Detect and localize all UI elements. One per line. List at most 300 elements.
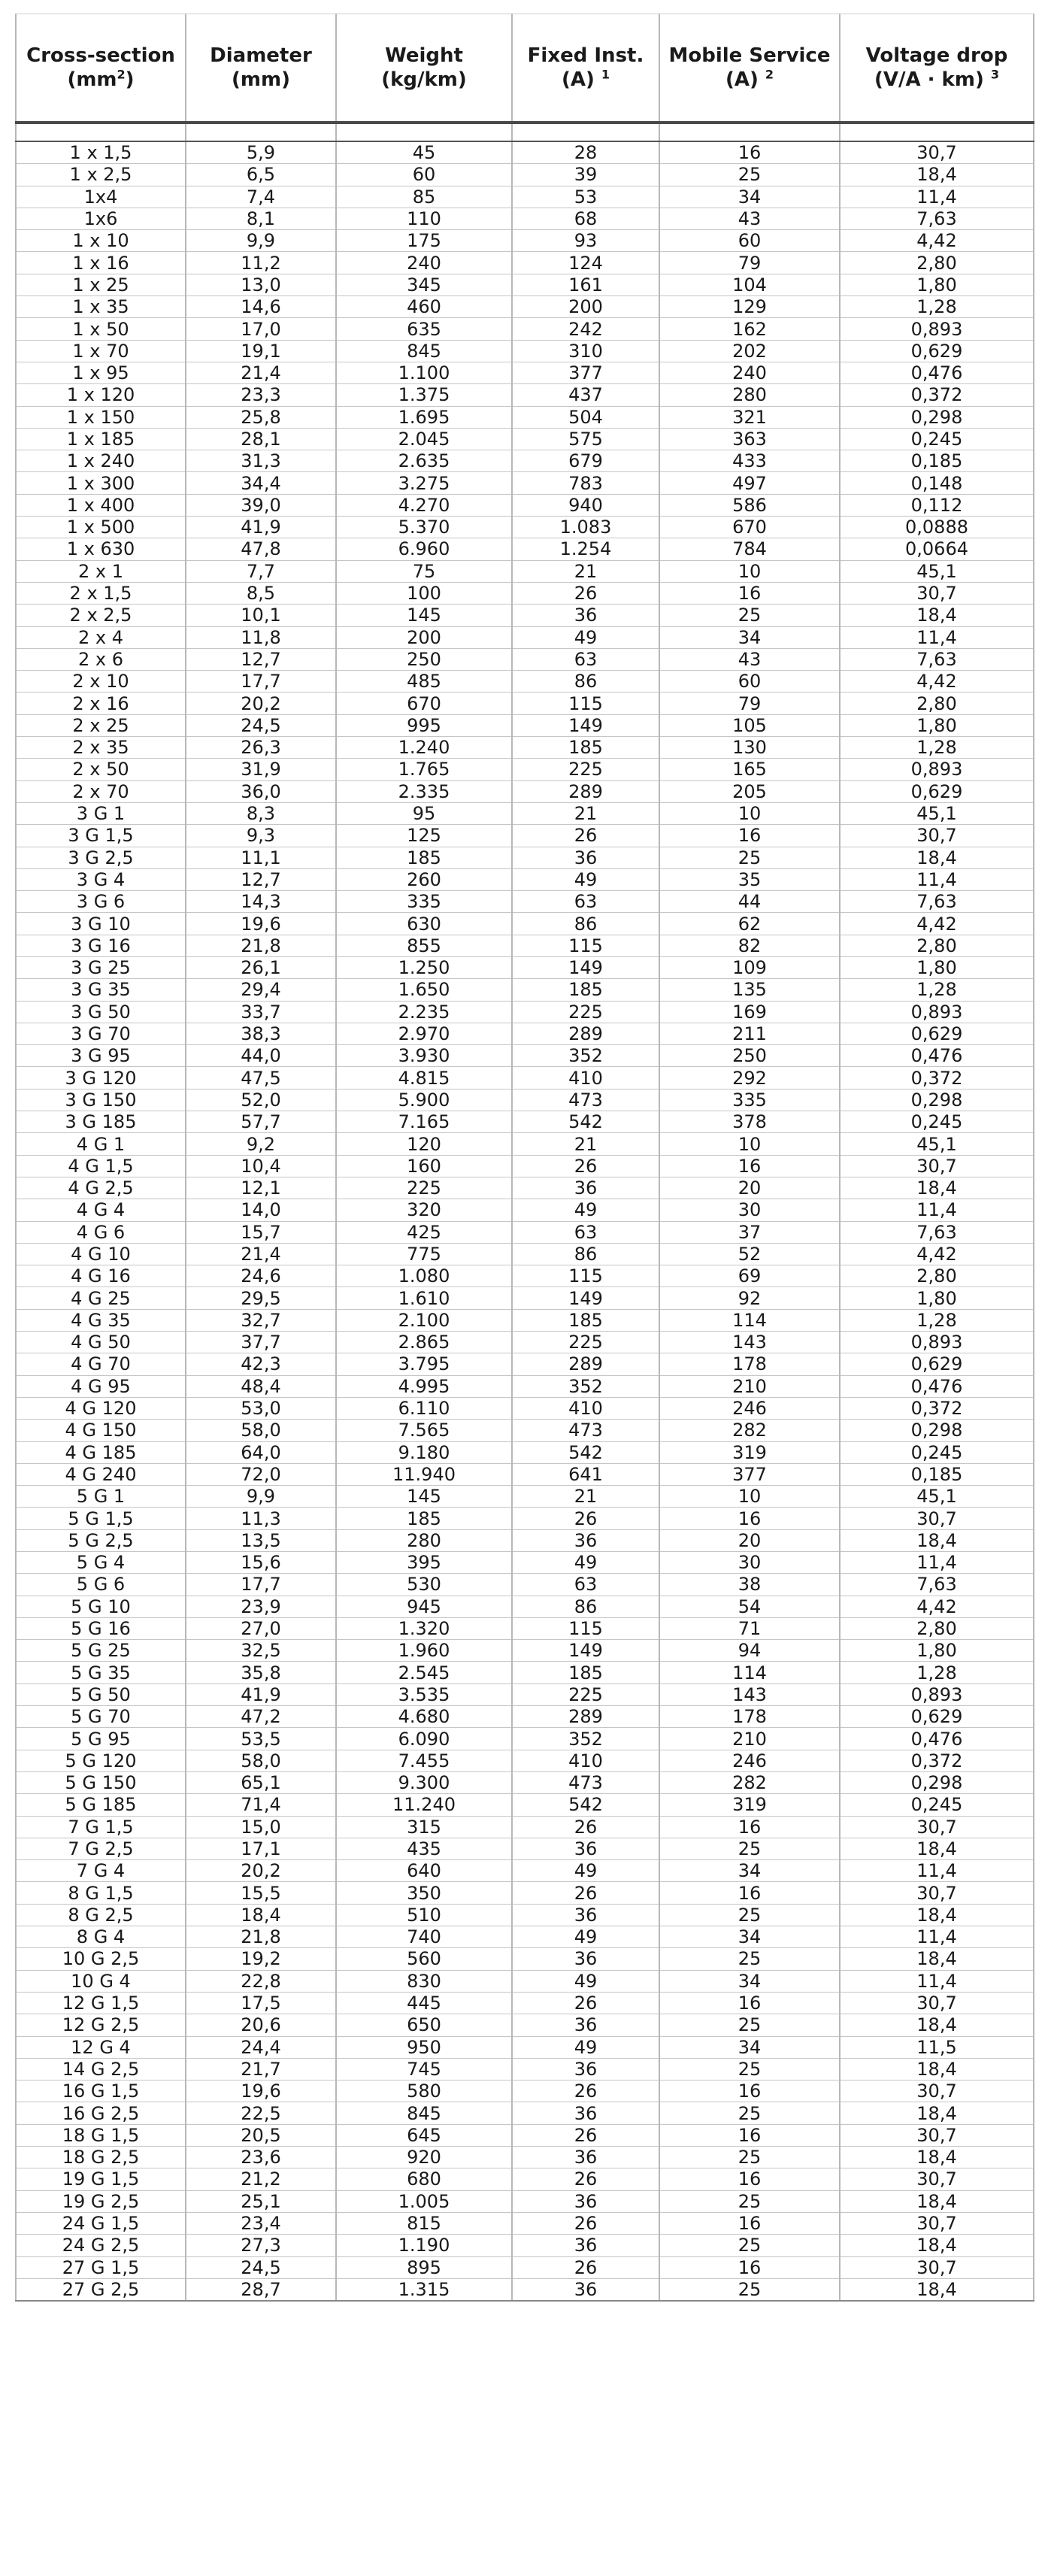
table-row [16, 1177, 1034, 1199]
fixed-inst-cell: 36 [512, 2102, 659, 2124]
fixed-inst-cell: 26 [512, 2080, 659, 2102]
voltage-drop-cell: 0,893 [840, 318, 1034, 340]
diameter-cell: 24,5 [186, 2256, 336, 2278]
cross-section-cell: 2 x 1,5 [16, 582, 186, 604]
mobile-service-cell: 378 [659, 1111, 840, 1133]
header-spacer-row [16, 123, 1034, 141]
cross-section-cell: 4 G 2,5 [16, 1177, 186, 1199]
fixed-inst-cell: 542 [512, 1441, 659, 1463]
weight-cell: 5.370 [336, 517, 512, 538]
voltage-drop-cell: 18,4 [840, 2190, 1034, 2212]
mobile-service-cell: 34 [659, 1970, 840, 1992]
cross-section-cell: 1x4 [16, 186, 186, 208]
mobile-service-cell: 16 [659, 1508, 840, 1529]
weight-cell: 435 [336, 1838, 512, 1859]
mobile-service-cell: 319 [659, 1794, 840, 1816]
cross-section-cell: 1 x 25 [16, 274, 186, 295]
weight-cell: 7.165 [336, 1111, 512, 1133]
fixed-inst-cell: 49 [512, 1970, 659, 1992]
weight-cell: 1.315 [336, 2278, 512, 2301]
fixed-inst-cell: 21 [512, 802, 659, 824]
cross-section-cell: 5 G 185 [16, 1794, 186, 1816]
voltage-drop-cell: 7,63 [840, 891, 1034, 913]
cross-section-cell: 4 G 120 [16, 1397, 186, 1419]
fixed-inst-cell: 26 [512, 2124, 659, 2146]
fixed-inst-cell: 36 [512, 2058, 659, 2080]
voltage-drop-cell: 30,7 [840, 2212, 1034, 2234]
voltage-drop-cell: 0,372 [840, 1750, 1034, 1771]
fixed-inst-cell: 26 [512, 2168, 659, 2190]
mobile-service-cell: 34 [659, 186, 840, 208]
weight-cell: 185 [336, 847, 512, 868]
weight-cell: 185 [336, 1508, 512, 1529]
mobile-service-cell: 16 [659, 2168, 840, 2190]
cross-section-cell: 4 G 16 [16, 1265, 186, 1287]
mobile-service-cell: 94 [659, 1640, 840, 1662]
voltage-drop-cell: 18,4 [840, 2102, 1034, 2124]
table-row [16, 1508, 1034, 1529]
diameter-cell: 17,5 [186, 1992, 336, 2014]
mobile-service-cell: 25 [659, 1904, 840, 1926]
fixed-inst-cell: 115 [512, 1617, 659, 1639]
diameter-cell: 19,2 [186, 1948, 336, 1970]
diameter-cell: 47,8 [186, 538, 336, 560]
weight-cell: 4.270 [336, 494, 512, 516]
cross-section-cell: 3 G 35 [16, 979, 186, 1001]
weight-cell: 2.235 [336, 1001, 512, 1023]
fixed-inst-cell: 1.083 [512, 517, 659, 538]
cross-section-cell: 18 G 1,5 [16, 2124, 186, 2146]
diameter-cell: 28,7 [186, 2278, 336, 2301]
table-row [16, 1860, 1034, 1882]
diameter-cell: 48,4 [186, 1375, 336, 1397]
voltage-drop-cell: 0,185 [840, 450, 1034, 472]
mobile-service-cell: 178 [659, 1706, 840, 1728]
table-row [16, 1574, 1034, 1596]
fixed-inst-cell: 36 [512, 1177, 659, 1199]
table-row [16, 2080, 1034, 2102]
cross-section-cell: 1 x 35 [16, 296, 186, 318]
mobile-service-cell: 34 [659, 626, 840, 648]
voltage-drop-cell: 30,7 [840, 1992, 1034, 2014]
voltage-drop-cell: 18,4 [840, 605, 1034, 626]
cross-section-cell: 4 G 6 [16, 1221, 186, 1243]
voltage-drop-cell: 11,4 [840, 868, 1034, 890]
diameter-cell: 21,4 [186, 362, 336, 383]
weight-cell: 125 [336, 825, 512, 847]
diameter-cell: 17,1 [186, 1838, 336, 1859]
voltage-drop-cell: 18,4 [840, 847, 1034, 868]
diameter-cell: 57,7 [186, 1111, 336, 1133]
header-weight: Weight (kg/km) [336, 14, 512, 123]
mobile-service-cell: 34 [659, 1860, 840, 1882]
voltage-drop-cell: 18,4 [840, 164, 1034, 186]
fixed-inst-cell: 36 [512, 1904, 659, 1926]
voltage-drop-cell: 11,4 [840, 626, 1034, 648]
voltage-drop-cell: 4,42 [840, 1243, 1034, 1265]
table-row [16, 1683, 1034, 1705]
fixed-inst-cell: 410 [512, 1397, 659, 1419]
fixed-inst-cell: 783 [512, 472, 659, 494]
mobile-service-cell: 109 [659, 956, 840, 978]
voltage-drop-cell: 30,7 [840, 2080, 1034, 2102]
cross-section-cell: 5 G 10 [16, 1596, 186, 1617]
diameter-cell: 11,1 [186, 847, 336, 868]
fixed-inst-cell: 28 [512, 141, 659, 164]
cross-section-cell: 1 x 50 [16, 318, 186, 340]
diameter-cell: 72,0 [186, 1463, 336, 1485]
table-row [16, 1441, 1034, 1463]
fixed-inst-cell: 185 [512, 1309, 659, 1331]
mobile-service-cell: 586 [659, 494, 840, 516]
cross-section-cell: 4 G 185 [16, 1441, 186, 1463]
mobile-service-cell: 38 [659, 1574, 840, 1596]
cross-section-cell: 4 G 150 [16, 1420, 186, 1441]
cross-section-cell: 14 G 2,5 [16, 2058, 186, 2080]
table-row [16, 1552, 1034, 1574]
table-row [16, 1265, 1034, 1287]
voltage-drop-cell: 2,80 [840, 935, 1034, 956]
mobile-service-cell: 205 [659, 780, 840, 802]
cross-section-cell: 4 G 35 [16, 1309, 186, 1331]
voltage-drop-cell: 30,7 [840, 141, 1034, 164]
cross-section-cell: 5 G 16 [16, 1617, 186, 1639]
weight-cell: 3.930 [336, 1045, 512, 1067]
diameter-cell: 11,3 [186, 1508, 336, 1529]
mobile-service-cell: 104 [659, 274, 840, 295]
voltage-drop-cell: 0,893 [840, 1001, 1034, 1023]
cross-section-cell: 5 G 50 [16, 1683, 186, 1705]
mobile-service-cell: 71 [659, 1617, 840, 1639]
table-row [16, 1309, 1034, 1331]
diameter-cell: 21,4 [186, 1243, 336, 1265]
diameter-cell: 53,5 [186, 1728, 336, 1750]
weight-cell: 895 [336, 2256, 512, 2278]
diameter-cell: 35,8 [186, 1662, 336, 1683]
fixed-inst-cell: 679 [512, 450, 659, 472]
diameter-cell: 23,6 [186, 2147, 336, 2168]
cross-section-cell: 4 G 1 [16, 1133, 186, 1155]
voltage-drop-cell: 30,7 [840, 825, 1034, 847]
mobile-service-cell: 25 [659, 2102, 840, 2124]
fixed-inst-cell: 149 [512, 1287, 659, 1309]
diameter-cell: 14,6 [186, 296, 336, 318]
mobile-service-cell: 60 [659, 230, 840, 252]
table-row [16, 494, 1034, 516]
cross-section-cell: 5 G 70 [16, 1706, 186, 1728]
table-row [16, 582, 1034, 604]
diameter-cell: 20,2 [186, 692, 336, 714]
fixed-inst-cell: 86 [512, 671, 659, 692]
cross-section-cell: 4 G 25 [16, 1287, 186, 1309]
cross-section-cell: 3 G 1,5 [16, 825, 186, 847]
table-row [16, 1001, 1034, 1023]
table-row [16, 868, 1034, 890]
weight-cell: 6.090 [336, 1728, 512, 1750]
table-row [16, 560, 1034, 582]
cross-section-cell: 1 x 500 [16, 517, 186, 538]
diameter-cell: 15,0 [186, 1816, 336, 1838]
table-body [16, 123, 1034, 2301]
weight-cell: 7.455 [336, 1750, 512, 1771]
voltage-drop-cell: 0,185 [840, 1463, 1034, 1485]
fixed-inst-cell: 289 [512, 780, 659, 802]
diameter-cell: 20,6 [186, 2014, 336, 2036]
mobile-service-cell: 16 [659, 1155, 840, 1177]
voltage-drop-cell: 0,476 [840, 1375, 1034, 1397]
table-row [16, 406, 1034, 428]
weight-cell: 11.940 [336, 1463, 512, 1485]
cross-section-cell: 4 G 1,5 [16, 1155, 186, 1177]
fixed-inst-cell: 36 [512, 2014, 659, 2036]
voltage-drop-cell: 2,80 [840, 692, 1034, 714]
cross-section-cell: 4 G 240 [16, 1463, 186, 1485]
voltage-drop-cell: 45,1 [840, 1486, 1034, 1508]
diameter-cell: 36,0 [186, 780, 336, 802]
diameter-cell: 14,0 [186, 1199, 336, 1221]
table-row [16, 1728, 1034, 1750]
voltage-drop-cell: 45,1 [840, 1133, 1034, 1155]
fixed-inst-cell: 21 [512, 1133, 659, 1155]
diameter-cell: 14,3 [186, 891, 336, 913]
voltage-drop-cell: 0,629 [840, 1353, 1034, 1375]
voltage-drop-cell: 1,80 [840, 1640, 1034, 1662]
table-row [16, 1199, 1034, 1221]
weight-cell: 110 [336, 208, 512, 229]
diameter-cell: 8,5 [186, 582, 336, 604]
diameter-cell: 31,3 [186, 450, 336, 472]
header-cross-section: Cross-section $(mm^2)$ [16, 14, 186, 123]
table-row [16, 1816, 1034, 1838]
cross-section-cell: 3 G 70 [16, 1023, 186, 1044]
weight-cell: 950 [336, 2036, 512, 2058]
table-row [16, 1486, 1034, 1508]
voltage-drop-cell: 11,4 [840, 1926, 1034, 1948]
fixed-inst-cell: 185 [512, 1662, 659, 1683]
weight-cell: 260 [336, 868, 512, 890]
weight-cell: 9.300 [336, 1771, 512, 1793]
mobile-service-cell: 321 [659, 406, 840, 428]
voltage-drop-cell: 18,4 [840, 1177, 1034, 1199]
weight-cell: 2.545 [336, 1662, 512, 1683]
voltage-drop-cell: 30,7 [840, 2124, 1034, 2146]
weight-cell: 2.335 [336, 780, 512, 802]
mobile-service-cell: 30 [659, 1199, 840, 1221]
weight-cell: 1.320 [336, 1617, 512, 1639]
diameter-cell: 33,7 [186, 1001, 336, 1023]
fixed-inst-cell: 542 [512, 1794, 659, 1816]
cross-section-cell: 5 G 6 [16, 1574, 186, 1596]
fixed-inst-cell: 49 [512, 1860, 659, 1882]
weight-cell: 2.100 [336, 1309, 512, 1331]
diameter-cell: 8,1 [186, 208, 336, 229]
table-row [16, 979, 1034, 1001]
diameter-cell: 13,5 [186, 1529, 336, 1551]
fixed-inst-cell: 542 [512, 1111, 659, 1133]
table-row [16, 1420, 1034, 1441]
diameter-cell: 8,3 [186, 802, 336, 824]
fixed-inst-cell: 289 [512, 1023, 659, 1044]
mobile-service-cell: 34 [659, 2036, 840, 2058]
table-row [16, 692, 1034, 714]
mobile-service-cell: 25 [659, 2058, 840, 2080]
diameter-cell: 9,2 [186, 1133, 336, 1155]
fixed-inst-cell: 115 [512, 1265, 659, 1287]
mobile-service-cell: 10 [659, 1486, 840, 1508]
fixed-inst-cell: 63 [512, 1574, 659, 1596]
mobile-service-cell: 377 [659, 1463, 840, 1485]
cross-section-cell: 2 x 2,5 [16, 605, 186, 626]
cross-section-cell: 12 G 4 [16, 2036, 186, 2058]
voltage-drop-cell: 0,629 [840, 1023, 1034, 1044]
mobile-service-cell: 25 [659, 2278, 840, 2301]
weight-cell: 1.250 [336, 956, 512, 978]
cross-section-cell: 2 x 50 [16, 759, 186, 780]
weight-cell: 1.240 [336, 737, 512, 759]
weight-cell: 445 [336, 1992, 512, 2014]
voltage-drop-cell: 11,5 [840, 2036, 1034, 2058]
mobile-service-cell: 25 [659, 2235, 840, 2256]
fixed-inst-cell: 1.254 [512, 538, 659, 560]
fixed-inst-cell: 115 [512, 692, 659, 714]
mobile-service-cell: 280 [659, 384, 840, 406]
mobile-service-cell: 114 [659, 1662, 840, 1683]
voltage-drop-cell: 30,7 [840, 1155, 1034, 1177]
table-row [16, 1221, 1034, 1243]
mobile-service-cell: 25 [659, 164, 840, 186]
voltage-drop-cell: 11,4 [840, 1970, 1034, 1992]
diameter-cell: 9,3 [186, 825, 336, 847]
cross-section-cell: 5 G 1 [16, 1486, 186, 1508]
table-row [16, 538, 1034, 560]
voltage-drop-cell: 0,372 [840, 1397, 1034, 1419]
weight-cell: 855 [336, 935, 512, 956]
cross-section-cell: 24 G 2,5 [16, 2235, 186, 2256]
voltage-drop-cell: 11,4 [840, 1860, 1034, 1882]
fixed-inst-cell: 86 [512, 1596, 659, 1617]
fixed-inst-cell: 49 [512, 1199, 659, 1221]
diameter-cell: 19,6 [186, 913, 336, 935]
weight-cell: 460 [336, 296, 512, 318]
table-row [16, 1617, 1034, 1639]
cross-section-cell: 2 x 1 [16, 560, 186, 582]
voltage-drop-cell: 2,80 [840, 252, 1034, 274]
mobile-service-cell: 210 [659, 1375, 840, 1397]
mobile-service-cell: 143 [659, 1332, 840, 1353]
weight-cell: 740 [336, 1926, 512, 1948]
cross-section-cell: 5 G 95 [16, 1728, 186, 1750]
voltage-drop-cell: 0,245 [840, 1794, 1034, 1816]
table-row [16, 1838, 1034, 1859]
mobile-service-cell: 135 [659, 979, 840, 1001]
mobile-service-cell: 240 [659, 362, 840, 383]
diameter-cell: 29,5 [186, 1287, 336, 1309]
voltage-drop-cell: 11,4 [840, 186, 1034, 208]
voltage-drop-cell: 18,4 [840, 1529, 1034, 1551]
cross-section-cell: 4 G 95 [16, 1375, 186, 1397]
weight-cell: 745 [336, 2058, 512, 2080]
fixed-inst-cell: 68 [512, 208, 659, 229]
mobile-service-cell: 52 [659, 1243, 840, 1265]
diameter-cell: 19,1 [186, 340, 336, 362]
mobile-service-cell: 210 [659, 1728, 840, 1750]
weight-cell: 2.045 [336, 428, 512, 450]
fixed-inst-cell: 149 [512, 714, 659, 736]
diameter-cell: 24,4 [186, 2036, 336, 2058]
weight-cell: 250 [336, 648, 512, 670]
table-header [16, 14, 1034, 123]
mobile-service-cell: 670 [659, 517, 840, 538]
table-row [16, 1926, 1034, 1948]
diameter-cell: 29,4 [186, 979, 336, 1001]
mobile-service-cell: 37 [659, 1221, 840, 1243]
fixed-inst-cell: 473 [512, 1420, 659, 1441]
weight-cell: 1.005 [336, 2190, 512, 2212]
cross-section-cell: 19 G 2,5 [16, 2190, 186, 2212]
mobile-service-cell: 178 [659, 1353, 840, 1375]
table-row [16, 1133, 1034, 1155]
diameter-cell: 31,9 [186, 759, 336, 780]
diameter-cell: 28,1 [186, 428, 336, 450]
weight-cell: 345 [336, 274, 512, 295]
voltage-drop-cell: 0,476 [840, 362, 1034, 383]
weight-cell: 2.865 [336, 1332, 512, 1353]
fixed-inst-cell: 225 [512, 759, 659, 780]
header-voltage-drop: Voltage drop (V/A · km) $^3$ [840, 14, 1034, 123]
voltage-drop-cell: 1,28 [840, 296, 1034, 318]
weight-cell: 4.995 [336, 1375, 512, 1397]
cross-section-cell: 3 G 120 [16, 1067, 186, 1089]
voltage-drop-cell: 11,4 [840, 1199, 1034, 1221]
mobile-service-cell: 82 [659, 935, 840, 956]
table-row [16, 1353, 1034, 1375]
weight-cell: 485 [336, 671, 512, 692]
diameter-cell: 17,7 [186, 1574, 336, 1596]
weight-cell: 640 [336, 1860, 512, 1882]
diameter-cell: 58,0 [186, 1750, 336, 1771]
cross-section-cell: 18 G 2,5 [16, 2147, 186, 2168]
mobile-service-cell: 211 [659, 1023, 840, 1044]
table-row [16, 1067, 1034, 1089]
voltage-drop-cell: 7,63 [840, 1221, 1034, 1243]
fixed-inst-cell: 352 [512, 1375, 659, 1397]
weight-cell: 1.960 [336, 1640, 512, 1662]
weight-cell: 3.795 [336, 1353, 512, 1375]
fixed-inst-cell: 289 [512, 1353, 659, 1375]
mobile-service-cell: 25 [659, 1838, 840, 1859]
voltage-drop-cell: 1,28 [840, 737, 1034, 759]
fixed-inst-cell: 93 [512, 230, 659, 252]
mobile-service-cell: 202 [659, 340, 840, 362]
cable-data-table-container [15, 14, 1033, 2302]
mobile-service-cell: 20 [659, 1529, 840, 1551]
weight-cell: 560 [336, 1948, 512, 1970]
mobile-service-cell: 319 [659, 1441, 840, 1463]
voltage-drop-cell: 0,372 [840, 384, 1034, 406]
cross-section-cell: 5 G 4 [16, 1552, 186, 1574]
table-row [16, 1882, 1034, 1904]
mobile-service-cell: 43 [659, 648, 840, 670]
diameter-cell: 65,1 [186, 1771, 336, 1793]
voltage-drop-cell: 45,1 [840, 802, 1034, 824]
diameter-cell: 15,7 [186, 1221, 336, 1243]
cross-section-cell: 1 x 120 [16, 384, 186, 406]
table-row [16, 1155, 1034, 1177]
voltage-drop-cell: 0,0888 [840, 517, 1034, 538]
mobile-service-cell: 79 [659, 252, 840, 274]
mobile-service-cell: 43 [659, 208, 840, 229]
mobile-service-cell: 20 [659, 1177, 840, 1199]
